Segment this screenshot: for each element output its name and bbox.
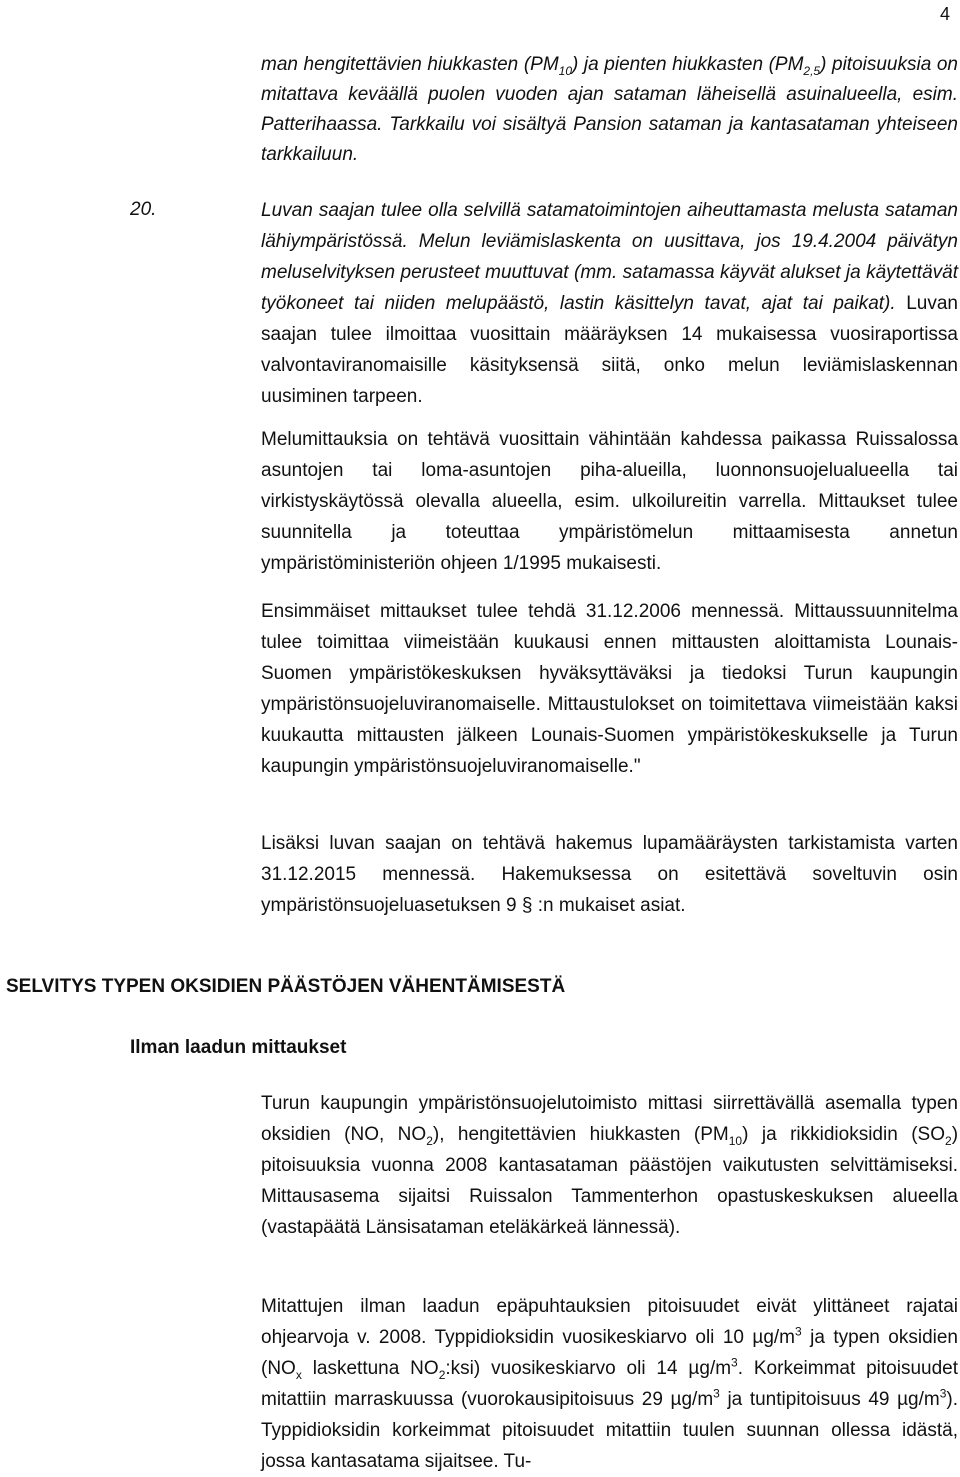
text-run: ) pitoisuuksia vuonna 2008 kantasataman päästöjen vaikutusten selvittämiseksi. Mittausasema sijaitsi Ruissalon Tammenterhon opastuskeskuksen alueella (vastapäätä Länsisataman eteläkärkeä lännessä). xyxy=(261,1124,959,1238)
superscript: 3 xyxy=(795,1324,802,1339)
text-run: ) ja pienten hiukkasten (PM xyxy=(572,54,804,75)
subsection-heading: Ilman laadun mittaukset xyxy=(130,1037,347,1058)
superscript: 3 xyxy=(713,1386,720,1401)
section-heading: SELVITYS TYPEN OKSIDIEN PÄÄSTÖJEN VÄHENTÄMISESTÄ xyxy=(6,976,566,997)
item-number: 20. xyxy=(130,199,157,220)
subscript: 2 xyxy=(426,1133,433,1148)
paragraph-air-quality-station xyxy=(261,1088,958,1243)
text-run: ) pitoisuuksia on mitattava keväällä puolen vuoden ajan sataman läheisellä asuinalueella, esim. Patterihaassa. Tarkkailu voi sisältyä Pansion sataman ja kantasataman yhteiseen tarkkailuun. xyxy=(261,54,958,165)
text-run: ja typen oksidien (NO xyxy=(261,1327,958,1379)
text-run: ja tuntipitoisuus 49 µg/m xyxy=(719,1389,940,1410)
text-run: . Korkeimmat pitoisuudet mitattiin marraskuussa (vuorokausipitoisuus 29 µg/m xyxy=(261,1358,959,1410)
subscript: x xyxy=(295,1367,302,1382)
paragraph-pm-measurement xyxy=(261,50,958,170)
paragraph-noise-measurements: Melumittauksia on tehtävä vuosittain vähintään kahdessa paikassa Ruissalossa asuntojen tai loma-asuntojen piha-alueilla, luonnonsuojelualueella tai virkistyskäytössä olevalla alueella, esim. ulkoilureitin varrella. Mittaukset tulee suunnitella ja toteuttaa ympäristömelun mittaamisesta annetun ympäristöministeriön ohjeen 1/1995 mukaisesti. xyxy=(261,429,958,574)
subscript: 2 xyxy=(945,1133,952,1148)
text-run: ), hengitettävien hiukkasten (PM xyxy=(432,1124,729,1145)
superscript: 3 xyxy=(731,1355,738,1370)
subscript: 10 xyxy=(728,1133,743,1148)
text-run: man hengitettävien hiukkasten (PM xyxy=(261,54,559,75)
text-run: laskettuna NO xyxy=(301,1358,439,1379)
subscript: 10 xyxy=(558,63,573,78)
paragraph-first-measurements: Ensimmäiset mittaukset tulee tehdä 31.12.2006 mennessä. Mittaussuunnitelma tulee toimittaa viimeistään kuukausi ennen mittausten aloittamista Lounais-Suomen ympäristökeskuksen hyväksyttäväksi ja tiedoksi Turun kaupungin ympäristönsuojeluviranomaiselle. Mittaustulokset on toimitettava viimeistään kaksi kuukautta mittausten jälkeen Lounais-Suomen ympäristökeskukselle ja Turun kaupungin ympäristönsuojeluviranomaiselle." xyxy=(261,601,958,777)
item-20-italic-text: Luvan saajan tulee olla selvillä satamatoimintojen aiheuttamasta melusta sataman lähiympäristössä. Melun leviämislaskenta on uusittava, jos 19.4.2004 päivätyn meluselvityksen perusteet muuttuvat (mm. satamassa käyvät alukset ja käytettävät työkoneet tai niiden melupäästö, lastin käsittelyn tavat, ajat tai paikat). xyxy=(261,200,958,314)
item-20-normal-text: Luvan saajan tulee ilmoittaa vuosittain määräyksen 14 mukaisessa vuosiraportissa valvontaviranomaisille käsityksensä siitä, onko melun leviämislaskennan uusiminen tarpeen. xyxy=(261,293,959,407)
paragraph-measurement-results xyxy=(261,1291,958,1477)
paragraph-item-20 xyxy=(261,195,958,412)
superscript: 3 xyxy=(939,1386,947,1401)
text-run: ) ja rikkidioksidin (SO xyxy=(742,1124,945,1145)
text-run: Turun kaupungin ympäristönsuojelutoimisto mittasi siirrettävällä asemalla typen oksidien (NO, NO xyxy=(261,1093,958,1145)
text-run: Mitattujen ilman laadun epäpuhtauksien pitoisuudet eivät ylittäneet rajatai ohjearvoja v. 2008. Typpidioksidin vuosikeskiarvo oli 10 µg/m xyxy=(261,1296,958,1348)
subscript: 2 xyxy=(438,1367,446,1382)
paragraph-permit-review: Lisäksi luvan saajan on tehtävä hakemus lupamääräysten tarkistamista varten 31.12.2015 mennessä. Hakemuksessa on esitettävä soveltuvin osin ympäristönsuojeluasetuksen 9 § :n mukaiset asiat. xyxy=(261,833,958,916)
page-number: 4 xyxy=(940,4,951,24)
text-run: ). Typpidioksidin korkeimmat pitoisuudet mitattiin tuulen suunnan ollessa idästä, jossa kantasatama sijaitsee. Tu- xyxy=(261,1389,958,1472)
text-run: :ksi) vuosikeskiarvo oli 14 µg/m xyxy=(445,1358,732,1379)
subscript: 2,5 xyxy=(803,63,821,78)
